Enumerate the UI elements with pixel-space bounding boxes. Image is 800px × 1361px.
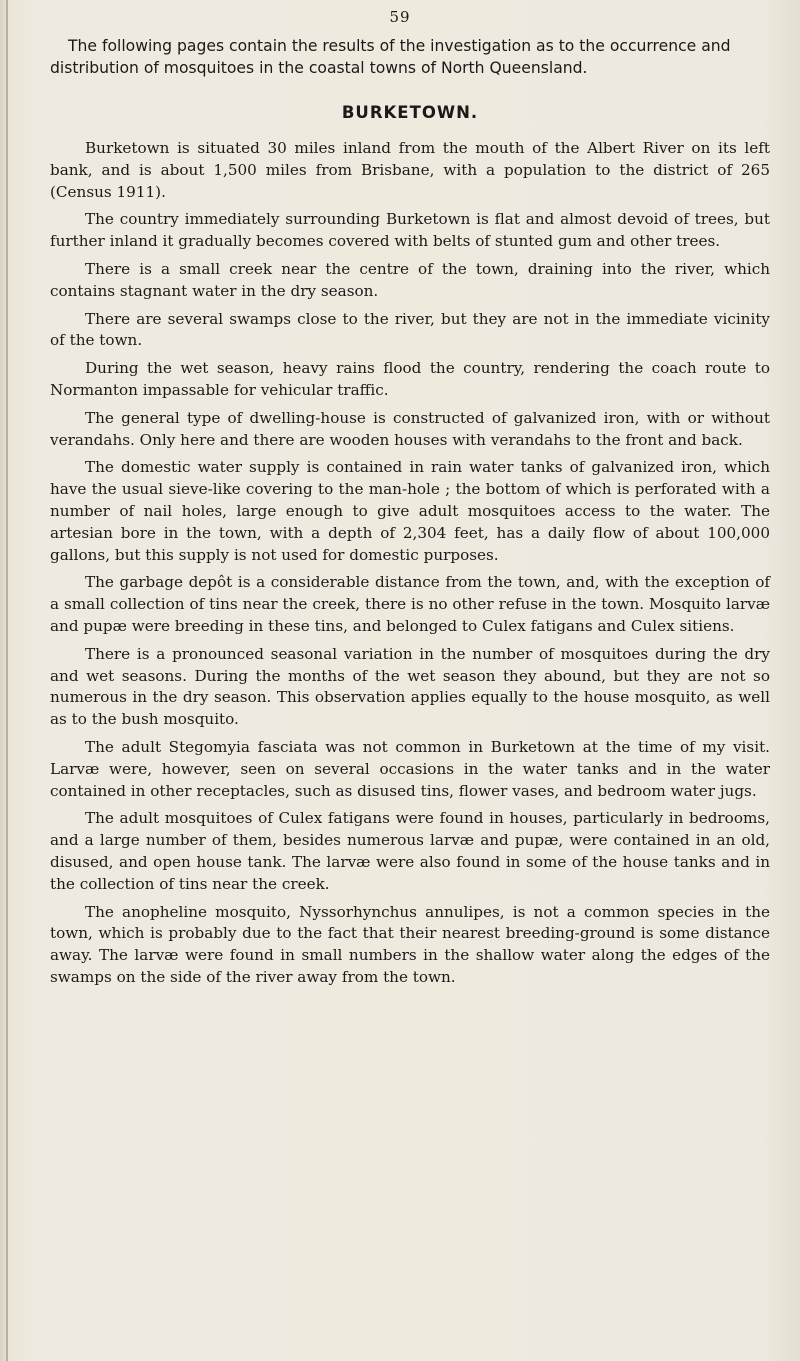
body-paragraph: The adult mosquitoes of Culex fatigans were found in houses, particularly in bedrooms, and a large number of them, besides numerous larvæ and pupæ, were contained in an old, disused, and open house tank. The larvæ were also found in some of the house tanks and in the collection of tins near the creek. (50, 809, 770, 893)
intro-paragraph: The following pages contain the results of the investigation as to the occurrence and distribution of mosquitoes in the coastal towns of North Queensland. (50, 37, 731, 77)
section-heading: BURKETOWN. (341, 103, 479, 122)
body-paragraph: The garbage depôt is a considerable distance from the town, and, with the exception of a small collection of tins near the creek, there is no other refuse in the town. Mosquito larvæ and pupæ were breeding in these tins, and belonged to Culex fatigans and Culex sitiens. (50, 573, 770, 635)
body-paragraph: The general type of dwelling-house is constructed of galvanized iron, with or without verandahs. Only here and there are wooden houses with verandahs to the front and back. (50, 408, 770, 449)
body-paragraph: Burketown is situated 30 miles inland from the mouth of the Albert River on its left bank, and is about 1,500 miles from Brisbane, with a population to the district of 265 (Census 1911). (50, 139, 770, 201)
body-paragraph: The domestic water supply is contained in rain water tanks of galvanized iron, which have the usual sieve-like covering to the man-hole ; the bottom of which is perforated with a number of nail holes, large enough to give adult mosquitoes access to the water. The artesian bore in the town, with a depth of 2,304 feet, has a daily flow of about 100,000 gallons, but this supply is not used for domestic purposes. (50, 458, 770, 564)
page-body (50, 36, 770, 995)
body-paragraph: The anopheline mosquito, Nyssorhynchus annulipes, is not a common species in the town, which is probably due to the fact that their nearest breeding-ground is some distance away. The larvæ were found in small numbers in the shallow water along the edges of the swamps on the side of the river away from the town. (50, 902, 770, 986)
body-paragraph: There are several swamps close to the river, but they are not in the immediate vicinity of the town. (50, 309, 770, 350)
body-paragraph: The adult Stegomyia fasciata was not common in Burketown at the time of my visit. Larvæ were, however, seen on several occasions in the water tanks and in the water contained in other receptacles, such as disused tins, flower vases, and bedroom water jugs. (50, 737, 770, 800)
binding-gutter (6, 0, 8, 1361)
body-paragraph: There is a pronounced seasonal variation in the number of mosquitoes during the dry and wet seasons. During the months of the wet season they abound, but they are not so numerous in the dry season. This observation applies equally to the house mosquito, as well as to the bush mosquito. (50, 644, 770, 729)
body-paragraph: There is a small creek near the centre of the town, draining into the river, which contains stagnant water in the dry season. (50, 259, 770, 300)
body-paragraph: The country immediately surrounding Burketown is flat and almost devoid of trees, but further inland it gradually becomes covered with belts of stunted gum and other trees. (50, 210, 770, 251)
body-paragraph: During the wet season, heavy rains flood the country, rendering the coach route to Normanton impassable for vehicular traffic. (50, 359, 770, 399)
page-number: 59 (389, 8, 411, 26)
